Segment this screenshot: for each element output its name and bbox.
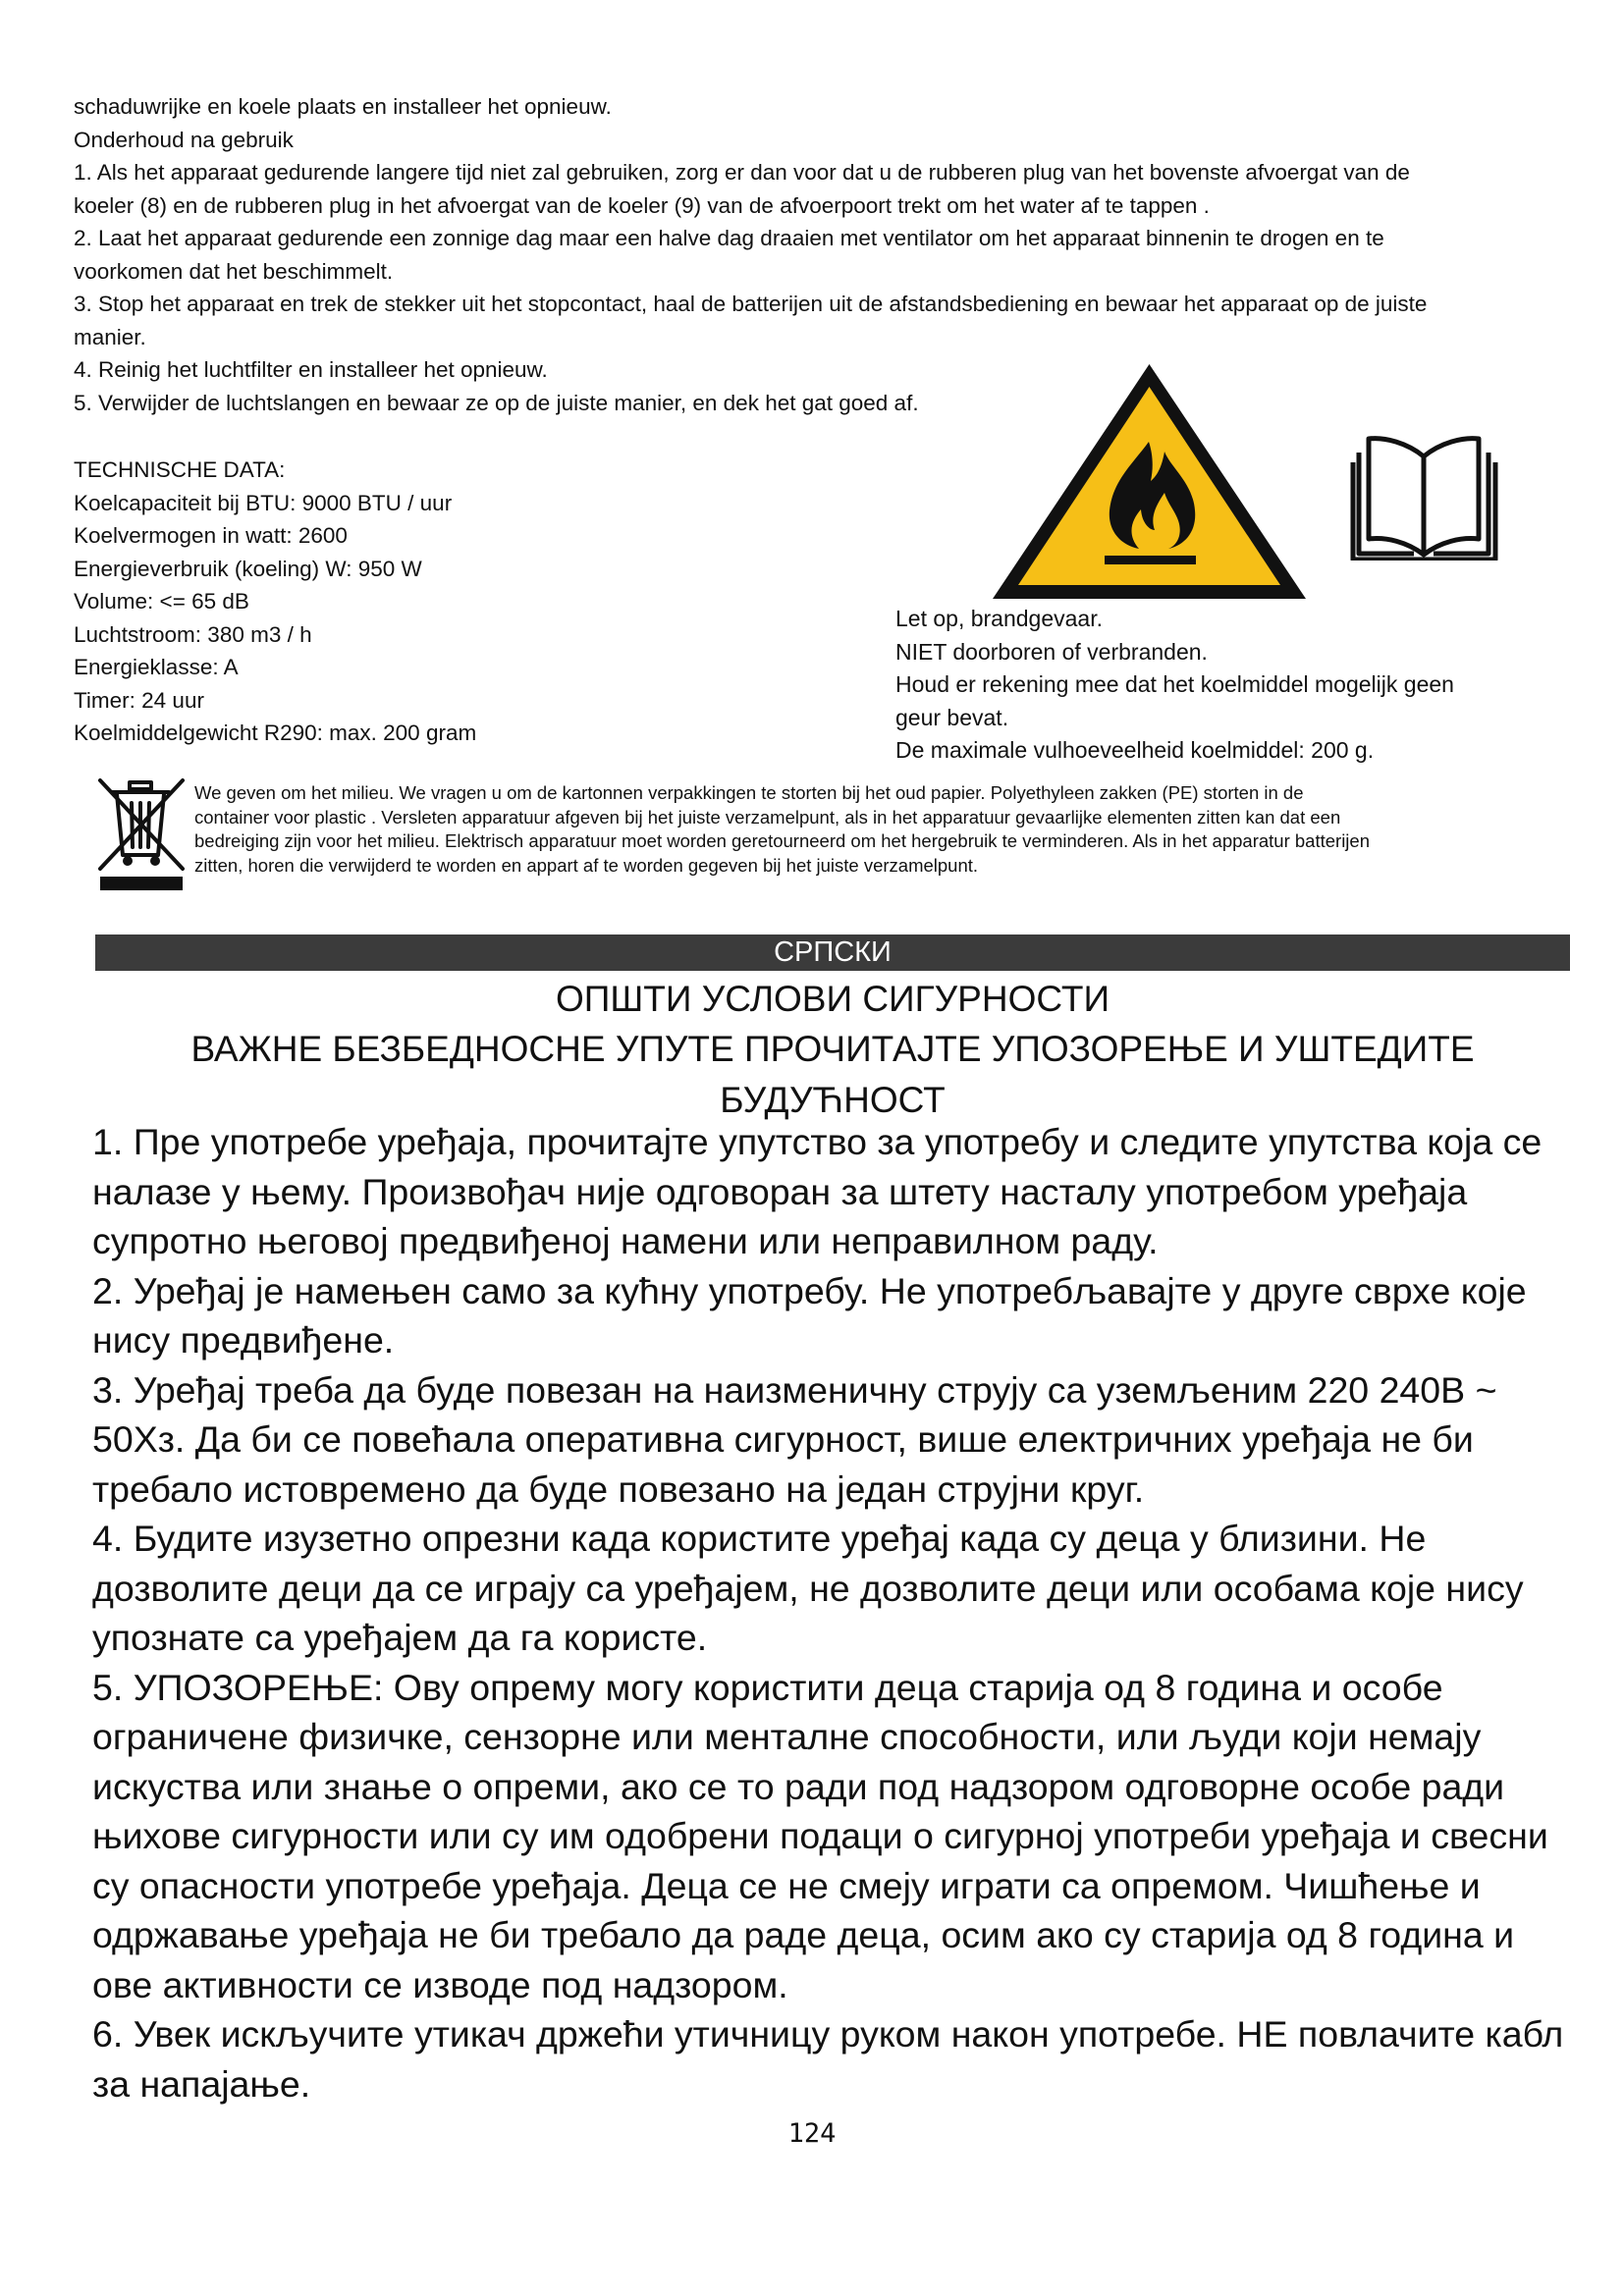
instruction-line: 50Хз. Да би се повећала оперативна сигурност, више електричних уређаја не би [92,1418,1474,1460]
technical-data-line: Koelmiddelgewicht R290: max. 200 gram [74,721,477,745]
technical-data-line: Koelcapaciteit bij BTU: 9000 BTU / uur [74,490,453,515]
warning-line: Houd er rekening mee dat het koelmiddel mogelijk geen [895,671,1454,697]
instruction-line: 6. Увек искључите утикач држећи утичницу руком након употребе. НЕ повлачите кабл [92,2013,1564,2055]
instruction-line: 3. Уређај треба да буде повезан на наизменичну струју са уземљеним 220 240В ~ [92,1368,1497,1411]
page-number: 124 [787,2118,837,2149]
intro-line: 1. Als het apparaat gedurende langere tijd niet zal gebruiken, zorg er dan voor dat u de rubberen plug van het bovenste afvoergat van de [74,160,1410,185]
instruction-line: одржавање уређаја не би требало да раде деца, осим ако су старија од 8 година и [92,1914,1515,1955]
section-subtitle-line: БУДУЋНОСТ [720,1080,946,1120]
intro-line: 3. Stop het apparaat en trek de stekker uit het stopcontact, haal de batterijen uit de afstandsbediening en bewaar het apparaat op de juiste [74,292,1428,316]
warning-line: Let op, brandgevaar. [895,606,1103,631]
instruction-line: требало истовремено да буде повезано на један струјни круг. [92,1468,1145,1510]
refrigerant-warning-text [895,603,1524,768]
technical-data-line: Energieklasse: A [74,655,239,679]
technical-data-line: Energieverbruik (koeling) W: 950 W [74,556,422,581]
warning-line: geur bevat. [895,704,1009,730]
environment-line: container voor plastic . Versleten apparatuur afgeven bij het juiste verzamelpunt, als in het apparatuur gevaarlijke elementen zitten kan dat een [194,806,1341,828]
intro-line: manier. [74,324,146,349]
weee-crossed-bin-icon [96,776,187,892]
intro-line: 5. Verwijder de luchtslangen en bewaar ze op de juiste manier, en dek het gat goed af. [74,390,919,415]
section-subtitle [95,1024,1570,1126]
instruction-line: њихове сигурности или су им одобрени подаци о сигурној употреби уређаја и свесни [92,1815,1548,1856]
instruction-line: 5. УПОЗОРЕЊЕ: Ову опрему могу користити деца старија од 8 година и особе [92,1666,1443,1708]
instruction-line: 4. Будите изузетно опрезни када користите уређај када су деца у близини. Не [92,1518,1427,1559]
instruction-line: ограничене физичке, сензорне или менталне способности, или људи који немају [92,1716,1482,1757]
instruction-line: нису предвиђене. [92,1319,395,1361]
technical-data-line: Timer: 24 uur [74,687,204,713]
instruction-line: ове активности се изводе под надзором. [92,1963,788,2005]
intro-line: voorkomen dat het beschimmelt. [74,258,394,284]
warning-line: De maximale vulhoeveelheid koelmiddel: 200 g. [895,737,1375,763]
safety-instructions [92,1117,1575,2109]
intro-line: schaduwrijke en koele plaats en installeer het opnieuw. [74,94,612,119]
instruction-line: су опасности употребе уређаја. Деца се не смеју играти са опремом. Чишћење и [92,1864,1481,1906]
instruction-line: 2. Уређај је намењен само за кућну употребу. Не употребљавајте у друге сврхе које [92,1269,1527,1311]
technical-data-line: Luchtstroom: 380 m3 / h [74,621,312,647]
intro-line: koeler (8) en de rubberen plug in het afvoergat van de koeler (9) van de afvoerpoort trekt om het water af te tappen . [74,192,1210,218]
intro-line: 2. Laat het apparaat gedurende een zonnige dag maar een halve dag draaien met ventilator om het apparaat binnenin te drogen en te [74,226,1384,250]
instruction-line: налазе у њему. Произвођач није одговоран за штету насталу употребом уређаја [92,1170,1468,1212]
technical-data [74,454,820,750]
intro-line: Onderhoud na gebruik [74,127,294,152]
technical-data-heading: TECHNISCHE DATA: [74,457,286,482]
instruction-line: за напајање. [92,2062,311,2105]
environment-line: We geven om het milieu. We vragen u om de kartonnen verpakkingen te storten bij het oud papier. Polyethyleen zakken (PE) storten in de [194,782,1304,803]
environment-line: bedreiging zijn voor het milieu. Elektrisch apparatuur moet worden geretourneerd om het hergebruik te verminderen. Als in het apparatur batterijen [194,830,1370,851]
technical-data-line: Koelvermogen in watt: 2600 [74,523,348,548]
intro-text [74,90,1546,419]
section-title: ОПШТИ УСЛОВИ СИГУРНОСТИ [555,979,1110,1019]
instruction-line: дозволите деци да се играју са уређајем, не дозволите деци или особама које нису [92,1567,1524,1609]
read-manual-icon [1350,423,1498,561]
instruction-line: супротно његовој предвиђеној намени или неправилном раду. [92,1220,1159,1261]
flammable-warning-icon [990,361,1309,602]
intro-line: 4. Reinig het luchtfilter en installeer het opnieuw. [74,357,548,382]
warning-line: NIET doorboren of verbranden. [895,638,1208,665]
instruction-line: 1. Пре употребе уређаја, прочитајте упутство за употребу и следите упутства која се [92,1121,1543,1162]
technical-data-line: Volume: <= 65 dB [74,589,249,614]
environment-line: zitten, horen die verwijderd te worden en appart af te worden gegeven bij het juiste verzamelpunt. [194,854,979,876]
section-subtitle-line: ВАЖНЕ БЕЗБЕДНОСНЕ УПУТЕ ПРОЧИТАЈТЕ УПОЗОРЕЊЕ И УШТЕДИТЕ [190,1029,1475,1069]
instruction-line: искуства или знање о опреми, ако се то ради под надзором одговорне особе ради [92,1765,1505,1807]
instruction-line: упознате са уређајем да га користе. [92,1617,708,1658]
environment-notice [194,781,1569,878]
language-section-bar: СРПСКИ [95,934,1570,971]
